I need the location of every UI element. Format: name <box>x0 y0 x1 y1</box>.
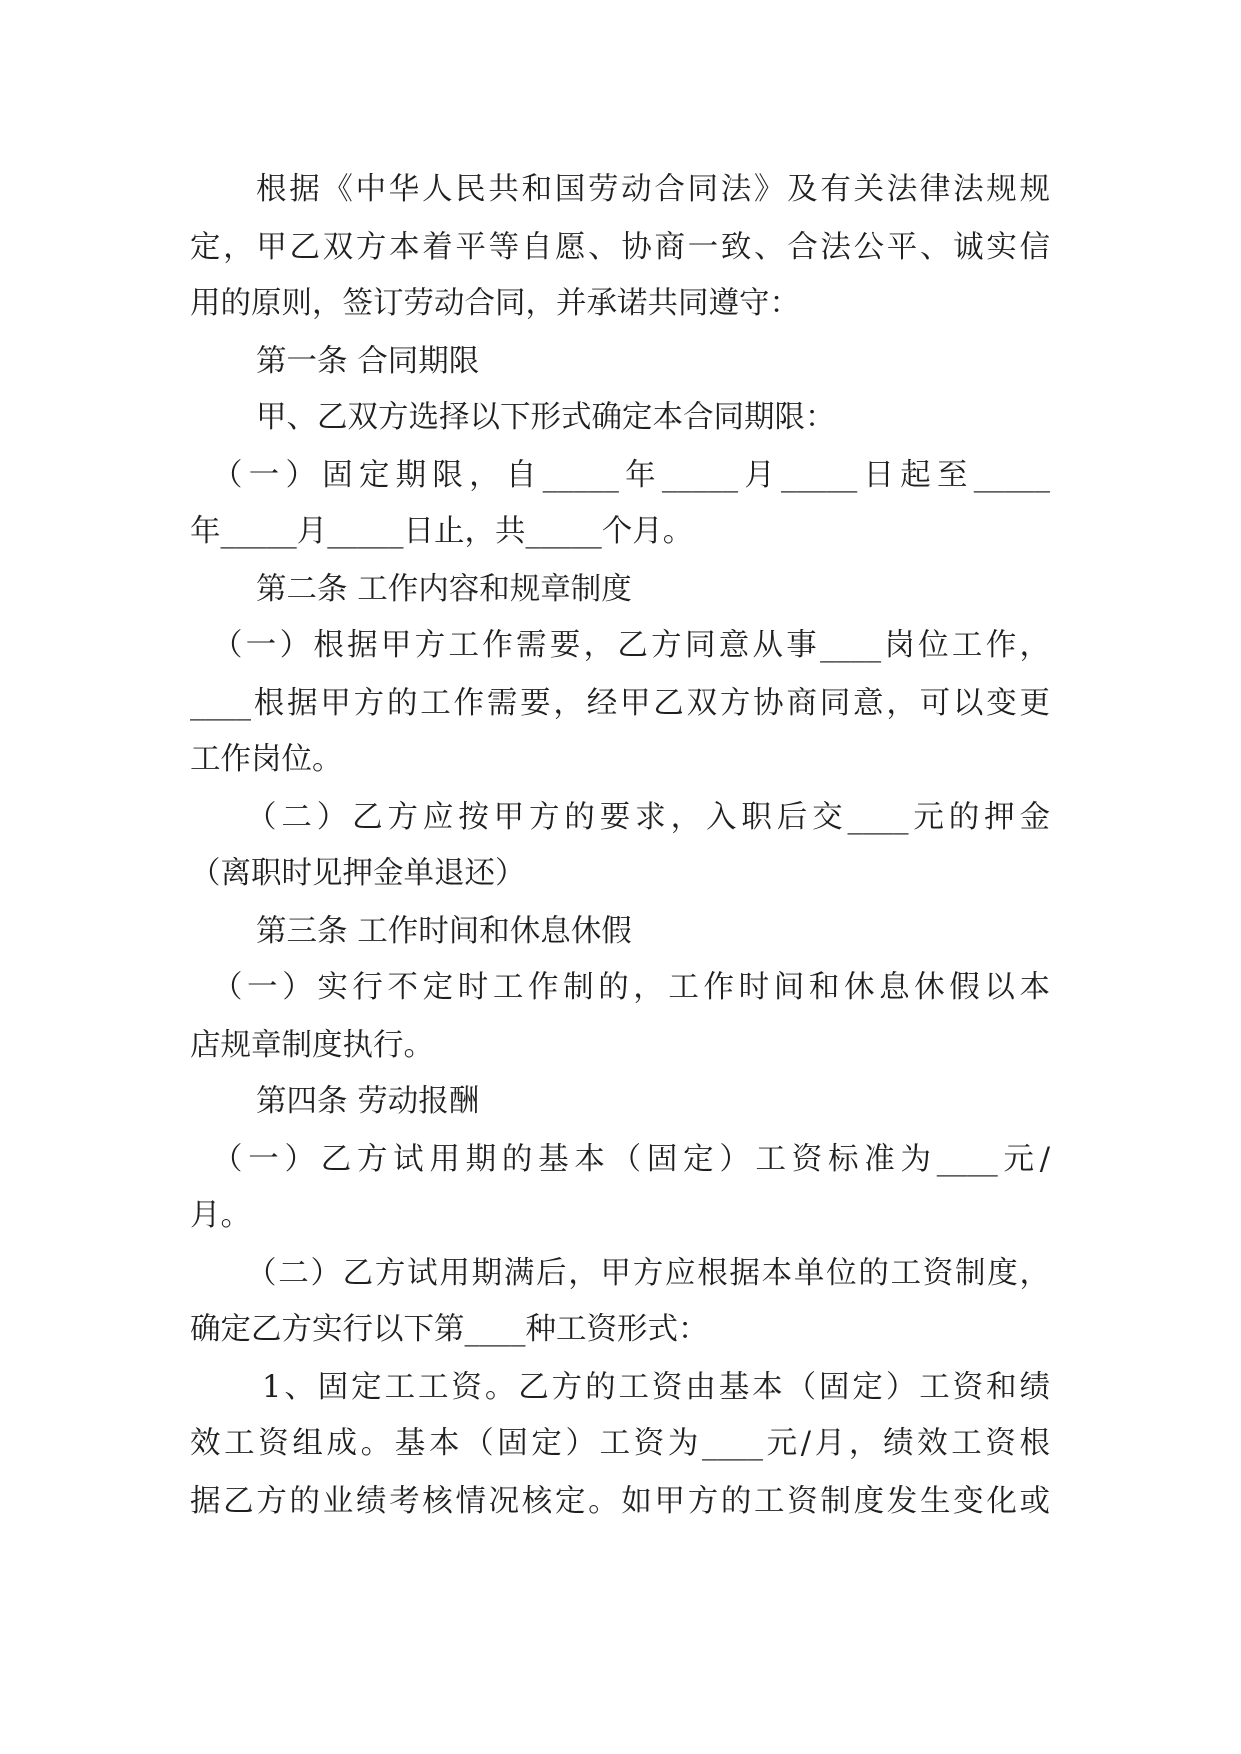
text-line-02: 定，甲乙双方本着平等自愿、协商一致、合法公平、诚实信 <box>190 230 1050 265</box>
text-line-06: （一）固定期限，自_____年_____月_____日起至_____ <box>212 458 1050 493</box>
article-4-heading: 第四条 劳动报酬 <box>256 1084 480 1119</box>
text-line-05: 甲、乙双方选择以下形式确定本合同期限： <box>256 400 836 435</box>
text-line-07: 年_____月_____日止，共_____个月。 <box>190 514 694 549</box>
text-line-03: 用的原则，签订劳动合同，并承诺共同遵守： <box>190 286 800 321</box>
article-2-heading: 第二条 工作内容和规章制度 <box>256 572 632 607</box>
text-line-20: （二）乙方试用期满后，甲方应根据本单位的工资制度， <box>246 1256 1050 1291</box>
text-line-13: （离职时见押金单退还） <box>190 856 526 891</box>
text-line-01: 根据《中华人民共和国劳动合同法》及有关法律法规规 <box>256 172 1050 207</box>
text-line-12: （二）乙方应按甲方的要求，入职后交____元的押金 <box>246 800 1050 835</box>
text-line-21: 确定乙方实行以下第____种工资形式： <box>190 1312 709 1347</box>
text-line-10: ____根据甲方的工作需要，经甲乙双方协商同意，可以变更 <box>190 686 1050 721</box>
text-line-18: （一）乙方试用期的基本（固定）工资标准为____元/ <box>212 1142 1050 1177</box>
text-line-16: 店规章制度执行。 <box>190 1028 434 1063</box>
text-line-23: 效工资组成。基本（固定）工资为____元/月，绩效工资根 <box>190 1426 1050 1461</box>
text-line-19: 月。 <box>190 1198 251 1233</box>
article-3-heading: 第三条 工作时间和休息休假 <box>256 914 632 949</box>
text-line-11: 工作岗位。 <box>190 742 343 777</box>
text-line-15: （一）实行不定时工作制的，工作时间和休息休假以本 <box>212 970 1050 1005</box>
text-line-24: 据乙方的业绩考核情况核定。如甲方的工资制度发生变化或 <box>190 1484 1050 1519</box>
article-1-heading: 第一条 合同期限 <box>256 344 480 379</box>
text-line-09: （一）根据甲方工作需要，乙方同意从事____岗位工作， <box>212 628 1050 663</box>
text-line-22: 1、固定工工资。乙方的工资由基本（固定）工资和绩 <box>262 1370 1050 1405</box>
